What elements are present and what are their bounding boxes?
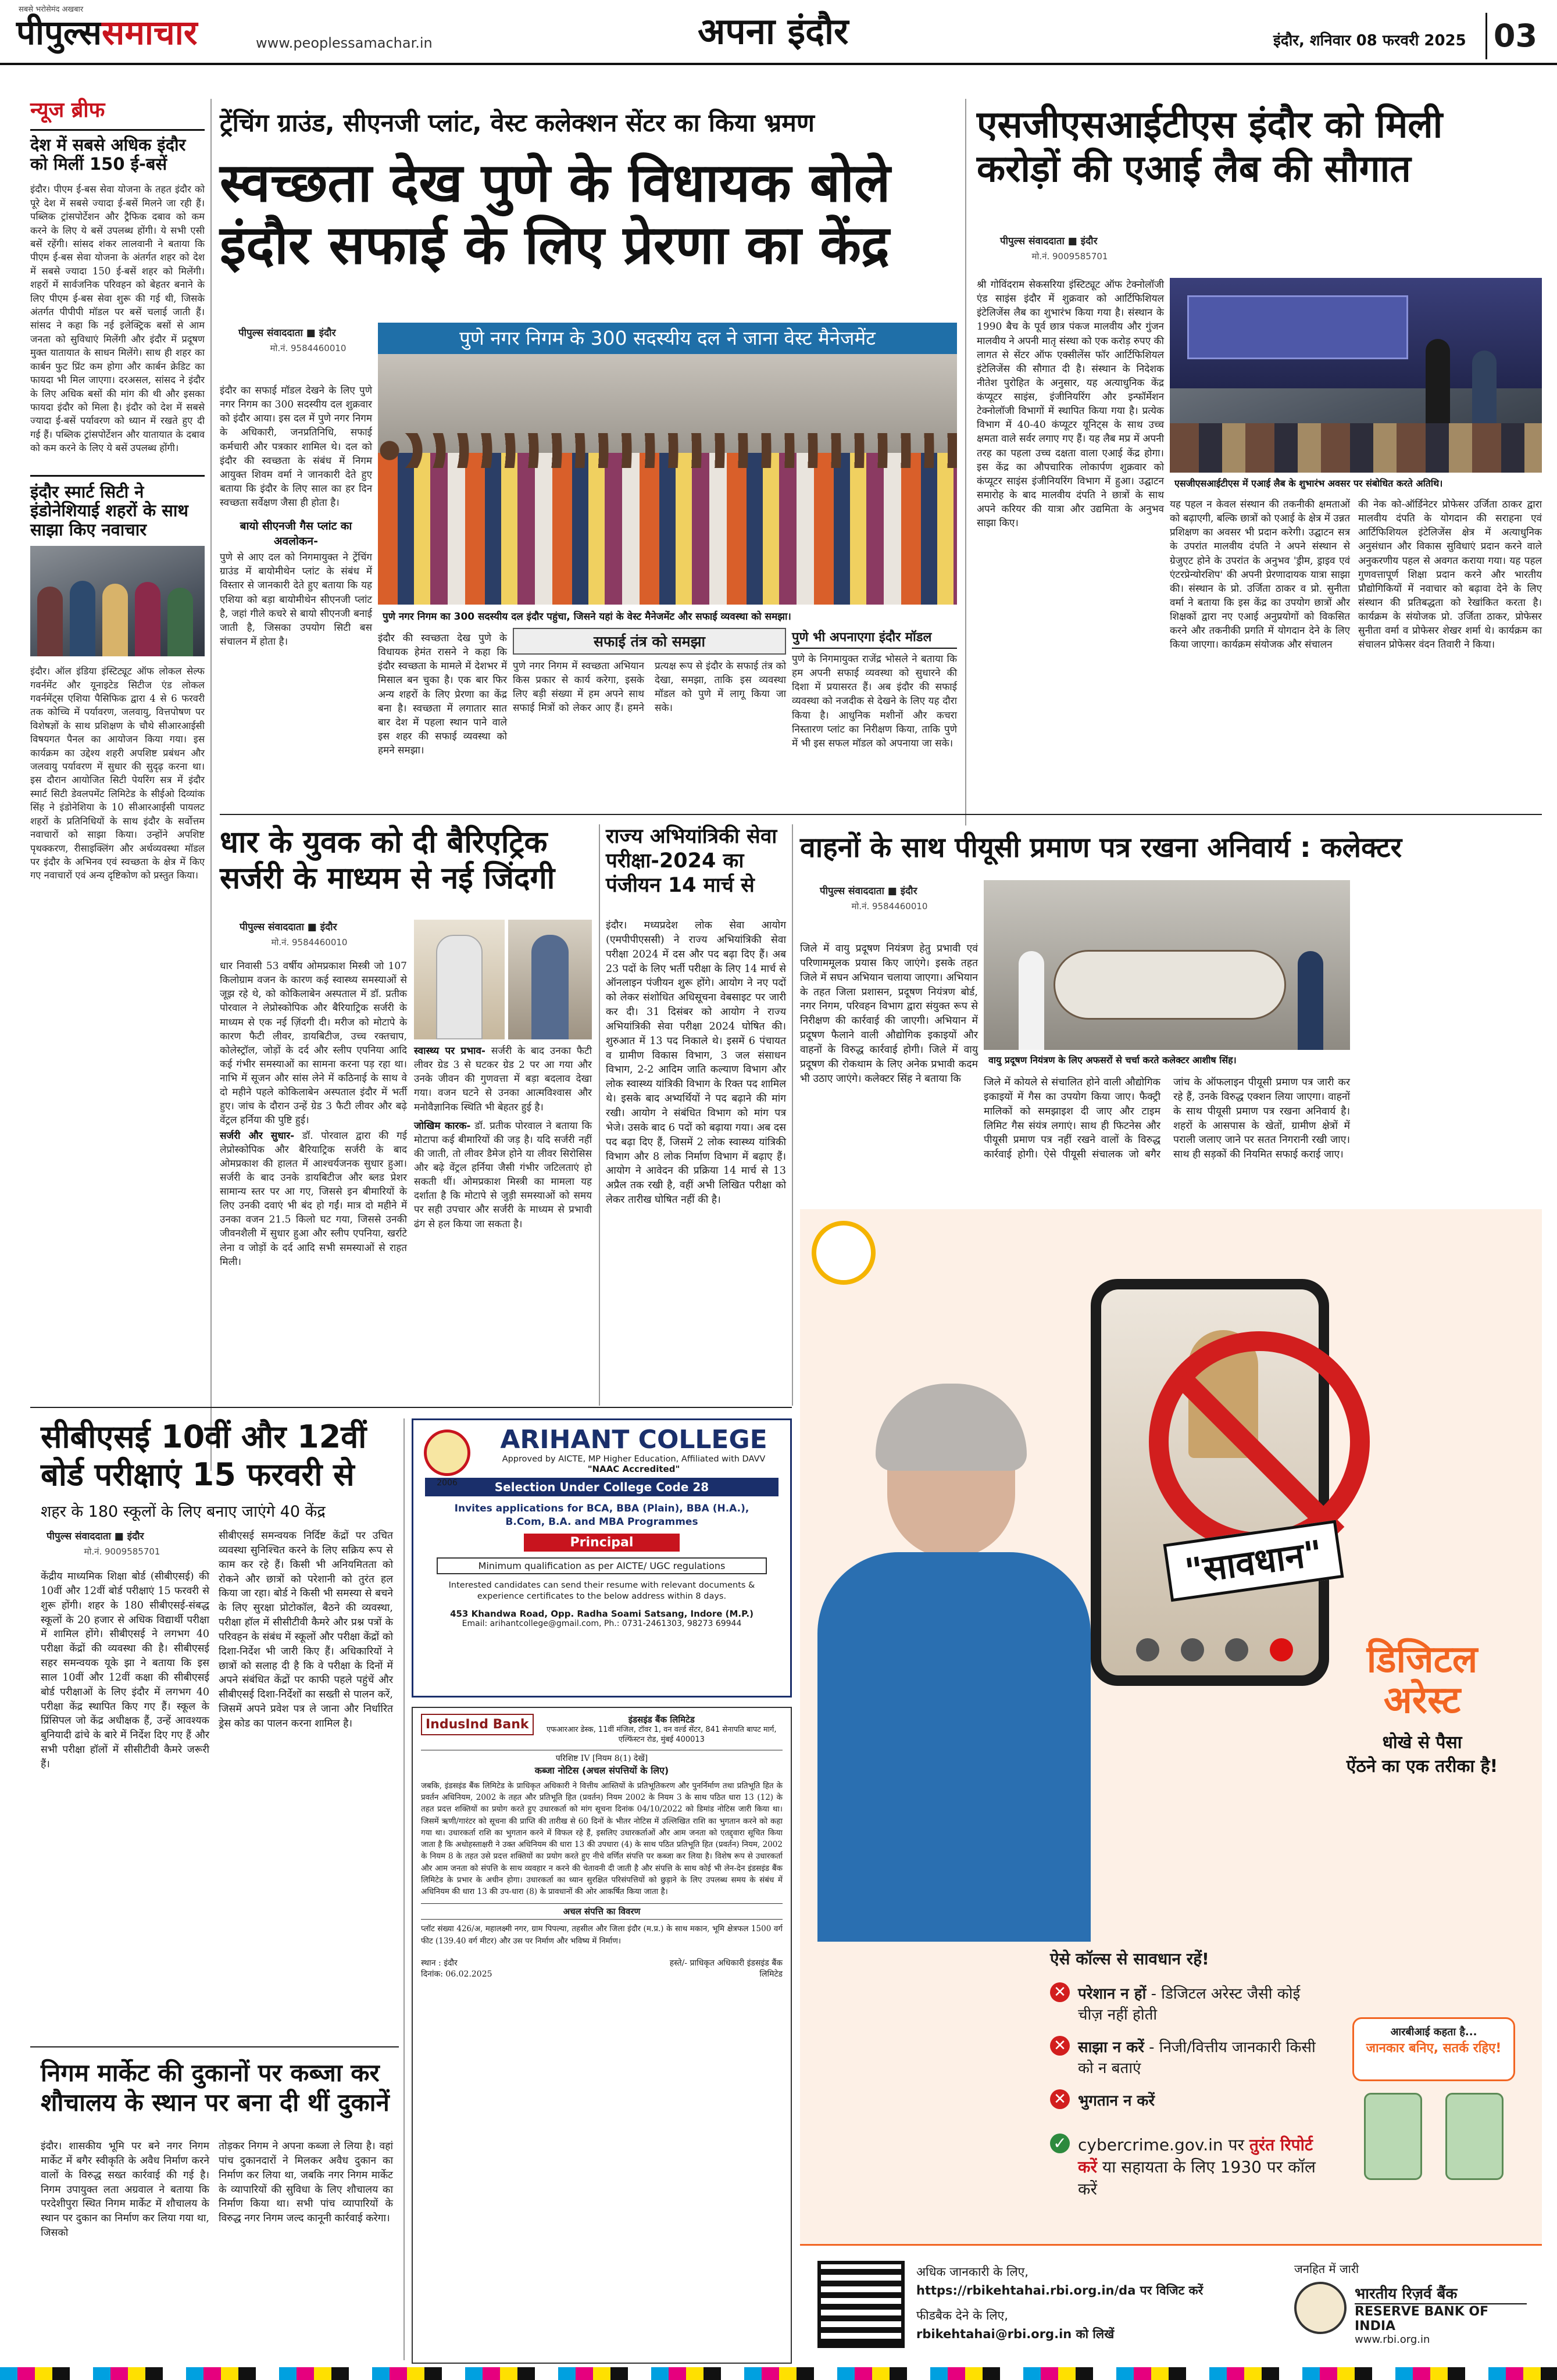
warning-2-bold: साझा न करें <box>1078 2039 1144 2056</box>
logo-left: पीपुल्स <box>16 13 102 52</box>
issuer-url[interactable]: www.rbi.org.in <box>1355 2333 1430 2346</box>
info-url[interactable]: https://rbikehtahai.rbi.org.in/da पर विजिट करें <box>916 2283 1204 2297</box>
lead-photo-banner: पुणे नगर निगम के 300 सदस्यीय दल ने जाना वेस्ट मैनेजमेंट <box>378 323 957 354</box>
logo <box>16 8 197 54</box>
warning-3-bold: भुगतान न करें <box>1078 2092 1155 2110</box>
cybercrime-report <box>1050 2134 1329 2200</box>
logo-tagline: सबसे भरोसेमंद अखबार <box>19 5 84 14</box>
rbi-title-2: अरेस्ट <box>1383 1679 1461 1723</box>
surgery-headline: धार के युवक को दी बैरिएट्रिक सर्जरी के माध्यम से नई जिंदगी <box>220 825 555 896</box>
issuer-en: RESERVE BANK OF INDIA <box>1355 2303 1527 2333</box>
cbse-headline: सीबीएसई 10वीं और 12वीं बोर्ड परीक्षाएं 15 फरवरी से <box>41 1418 367 1493</box>
cross-icon: ✕ <box>1050 1982 1070 2002</box>
report-rest: या सहायता के लिए 1930 पर कॉल करें <box>1078 2157 1316 2199</box>
surgery-sub-1: सर्जरी और सुधार- <box>220 1130 295 1142</box>
sgsits-body-3: की नेक को-ऑर्डिनेटर प्रोफेसर उर्जिता ठाकर द्वारा मालवीय दंपति के योगदान की सराहना एवं आर्टिफिशियल इंटेलिजेंस क्षेत्र में अत्याधुनिक अनुसंधान और विकास सुविधाएं प्रदान करने वाले अनुकरणीय पहल से अवगत कराया गया। यह पहल गुणवत्तापूर्ण शिक्षा प्रदान करने और भारतीय प्रौद्योगिकियों में नवाचार को बढ़ावा देने के लिए संस्थान की प्रतिबद्धता को रेखांकित करता है। कार्यक्रम के संयोजक प्रो. उर्जिता ठाकर, प्रोफेसर सुनीता वर्मा व प्रोफेसर शेखर शर्मा थे। कार्यक्रम का संचालन प्रोफेसर वंदन तिवारी ने किया। <box>1358 499 1542 651</box>
sgsits-body-1: श्री गोविंदराम सेकसरिया इंस्टिट्यूट ऑफ टेक्नोलॉजी एंड साइंस इंदौर में शुक्रवार को आर्टिफिशियल इंटेलिजेंस लैब का शुभारंभ किया गया है। संस्थान के 1990 बैच के पूर्व छात्र पंकज मालवीय और गुंजन मालवीय ने अपनी मातृ संस्था को एक करोड़ रुपए की लागत से सेंटर ऑफ एक्सीलेंस फॉर आर्टिफिशियल इंटेलिजेंस की सौगात दी है। संस्थान के निदेशक नीतेश पुरोहित के अनुसार, यह अत्याधुनिक केंद्र कंप्यूटर साइंस, इंजीनियरिंग और इन्फॉर्मेशन टेक्नोलॉजी विभागों में स्थापित किया गया है। प्रत्येक विभाग में 40-40 कंप्यूटर यूनिट्स के साथ उच्च क्षमता वाले सर्वर लगाए गए हैं। यह लैब मप्र में अपनी तरह का पहला उच्च दक्षता वाला एआई केंद्र होगा। इस केंद्र का औपचारिक लोकार्पण शुक्रवार को कंप्यूटर साइंस इंजीनियरिंग विभाग में हुआ। उद्घाटन समारोह के बाद मालवीय दंपति ने छात्रों के साथ अपने करियर की यात्रा और उद्यमिता के अनुभव साझा किए। <box>977 279 1164 530</box>
sgsits-byline <box>1000 234 1140 262</box>
mppsc-body: इंदौर। मध्यप्रदेश लोक सेवा आयोग (एमपीपीएससी) ने राज्य अभियांत्रिकी सेवा परीक्षा 2024 में दस और पद बढ़ा दिए हैं। अब 23 पदों के लिए भर्ती परीक्षा के लिए 14 मार्च से ऑनलाइन पंजीयन शुरू होंगे। आयोग ने नए पदों को लेकर संशोधित अधिसूचना वेबसाइट पर जारी कर दी। 31 दिसंबर को आयोग ने राज्य अभियांत्रिकी सेवा परीक्षा 2024 घोषित की। शुरुआत में 13 पद निकाले थे। इसमें 6 पंचायत व ग्रामीण विकास विभाग, 3 जल संसाधन विभाग, 2-2 आदिम जाति कल्याण विभाग और लोक स्वास्थ्य यांत्रिकी विभाग के रिक्त पद शामिल थे। इसके बाद अभ्यर्थियों ने पद बढ़ाने की मांग रखी। आयोग ने संबंधित विभाग को मांग पत्र भेजे। उसके बाद 6 पदों को बढ़ाया गया। अब दस पद बढ़ा दिए हैं, जिसमें 2 लोक स्वास्थ्य यांत्रिकी विभाग और 8 लोक निर्माण विभाग में बढ़ाए हैं। आयोग ने आवेदन की प्रक्रिया 14 मार्च से 13 अप्रैल तक रखी है, वहीं अभी लिखित परीक्षा को लेकर तारीख घोषित नहीं की है। <box>606 920 786 1206</box>
lead-sub-1: बायो सीएनजी गैस प्लांट का अवलोकन- <box>240 520 352 548</box>
surgery-body <box>220 959 407 1269</box>
issuer-hi: भारतीय रिज़र्व बैंक <box>1355 2285 1458 2303</box>
warning-2-rest: - निजी/वित्तीय जानकारी किसी को न बताएं <box>1078 2039 1316 2077</box>
arihant-qual: Minimum qualification as per AICTE/ UGC regulations <box>437 1557 767 1574</box>
sgsits-body-2: यह पहल न केवल संस्थान की तकनीकी क्षमताओं को बढ़ाएगी, बल्कि छात्रों को एआई के क्षेत्र में उन्नत प्रशिक्षण का अवसर भी प्रदान करेगी। उद्घाटन सत्र के उपरांत मालवीय दंपति ने अपने संस्थान से ग्रेजुएट होने के उपरांत के अनुभव 'ड्रीम, ड्राइव एवं एंटरप्रेन्योरशिप' की अपनी प्रेरणादायक यात्रा साझा की। संस्थान के प्रो. उर्जिता ठाकर व प्रो. सुनीता वर्मा ने बताया कि इस केंद्र का उपयोग छात्रों और शिक्षकों द्वारा नए एआई अनुप्रयोगों को विकसित करने और तकनीकी प्रगति में योगदान देने के लिए किया जाएगा। कार्यक्रम संयोजक और संचालन <box>1170 499 1350 651</box>
surgery-body-4: डॉ. प्रतीक पोरवाल ने बताया कि मोटापा कई बीमारियों की जड़ है। यदि सर्जरी नहीं की जाती, तो लीवर डैमेज होने या लीवर सिरोसिस और बढ़े वेंट्रल हर्निया जैसी गंभीर जटिलताएं हो सकती थीं। ओमप्रकाश मिस्त्री का मामला यह दर्शाता है कि मोटापे से जुड़ी समस्याओं को समय पर सही उपचार और सर्जरी के माध्यम से प्रभावी ढंग से हल किया जा सकता है। <box>414 1120 592 1230</box>
indusind-title: कब्जा नोटिस (अचल संपत्तियों के लिए) <box>534 1764 669 1776</box>
lead-byline-name: पीपुल्स संवाददाता ■ इंदौर <box>238 327 336 339</box>
rbi-emblem-icon <box>1294 2282 1347 2334</box>
cbse-mobile: मो.नं. 9009585701 <box>84 1546 160 1557</box>
brief-2-headline: इंदौर स्मार्ट सिटी ने इंडोनेशियाई शहरों के साथ साझा किए नवाचार <box>30 475 205 539</box>
mppsc-headline: राज्य अभियांत्रिकी सेवा परीक्षा-2024 का पंजीयन 14 मार्च से <box>606 825 777 897</box>
rbi-logo-icon <box>812 1221 876 1285</box>
surgery-photo-before <box>414 920 505 1039</box>
rbi-title <box>1317 1639 1527 1777</box>
brief-2-photo <box>30 546 205 656</box>
pune-model-title: पुणे भी अपनाएगा इंदौर मॉडल <box>792 628 957 649</box>
page-number: 03 <box>1485 13 1544 59</box>
woman-figure <box>800 1384 1102 1942</box>
arihant-estd: 2006 <box>437 1478 458 1488</box>
news-brief-column <box>30 99 205 882</box>
arihant-note: Interested candidates can send their resume with relevant documents & experience certificates to the below address within 8 days. <box>448 1580 755 1602</box>
nigam-body-1: इंदौर। शासकीय भूमि पर बने नगर निगम मार्केट में बगैर स्वीकृति के अवैध निर्माण करने वालों के विरुद्ध सख्त कार्रवाई की गई है। निगम उपायुक्त लता अग्रवाल ने बताया कि परदेशीपुरा स्थित निगम मार्केट में शौचालय के स्थान पर दुकान का निर्माण कर लिया गया था, जिसको <box>41 2140 209 2239</box>
cross-icon: ✕ <box>1050 2089 1070 2109</box>
puc-byline <box>820 884 959 912</box>
warning-3 <box>1050 2089 1329 2110</box>
puc-body-2 <box>984 1075 1350 1162</box>
cbse-byline-name: पीपुल्स संवाददाता ■ इंदौर <box>47 1531 144 1542</box>
indusind-prop-title: अचल संपत्ति का विवरण <box>421 1903 783 1920</box>
cbse-byline <box>47 1529 198 1557</box>
surgery-mobile: मो.नं. 9584460010 <box>271 937 348 948</box>
arihant-invites: Invites applications for BCA, BBA (Plain), BBA (H.A.), B.Com, B.A. and MBA Programmes <box>454 1503 749 1528</box>
indusind-date: दिनांक: 06.02.2025 <box>421 1969 492 1979</box>
rbi-tag-2: ऐंठने का एक तरीका है! <box>1346 1756 1498 1777</box>
report-bold: तुरंत रिपोर्ट करें <box>1078 2135 1313 2177</box>
call-buttons <box>1136 1638 1293 1664</box>
lead-body-1 <box>220 384 372 649</box>
brief-2-body: इंदौर। ऑल इंडिया इंस्टिट्यूट ऑफ लोकल सेल्फ गवर्नमेंट और यूनाइटेड सिटीज एंड लोकल गवर्नमेंट्स एशिया पैसिफिक द्वारा 4 से 6 फरवरी तक कोच्चि में पर्यावरण, जलवायु, वित्तपोषण पर विशेषज्ञों के साथ प्रशिक्षण के चौथे सीआरआईसी विषयगत पैनल का आयोजन किया गया। इस कार्यक्रम का उद्देश्य शहरी अपशिष्ट प्रबंधन और जलवायु पर्यावरण में सुधार की सुदृढ़ करना था। इस दौरान आयोजित सिटी पेयरिंग सत्र में इंदौर स्मार्ट सिटी डेवलपमेंट लिमिटेड के सीईओ दिव्यांक सिंह ने इंडोनेशिया के 10 सीआरआईसी पायलट शहरों के प्रतिनिधियों के साथ इंदौर के सर्वोत्तम नवाचारों को साझा किया। उन्होंने अपशिष्ट पृथक्करण, रीसाइक्लिंग और अर्थव्यवस्था मॉडल पर इंदौर के अभिनव एवं स्वच्छता के क्षेत्र में किए गए नवाचारों एवं अन्य दृष्टिकोण को प्रस्तुत किया। <box>30 666 205 881</box>
arihant-name: ARIHANT COLLEGE <box>500 1425 767 1455</box>
warning-2 <box>1050 2036 1329 2078</box>
check-icon: ✓ <box>1050 2134 1070 2153</box>
section-title: अपना इंदौर <box>698 10 849 52</box>
indusind-prop-body: प्लॉट संख्या 426/अ, महालक्ष्मी नगर, ग्राम पिपल्या, तहसील और जिला इंदौर (म.प्र.) के साथ मकान, भूमि क्षेत्रफल 1500 वर्ग फीट (139.40 वर्ग मीटर) और उस पर निर्माण और भविष्य में निर्माण। <box>421 1924 783 1946</box>
cbse-body-2: सीबीएसई समन्वयक निर्दिष्ट केंद्रों पर उचित व्यवस्था सुनिश्चित करने के लिए सक्रिय रूप से काम कर रहे हैं। किसी भी अनियमितता को रोकने और छात्रों को परेशानी को तुरंत हल किया जा रहा। बोर्ड ने किसी भी समस्या से बचने के लिए सुरक्षा प्रोटोकॉल, बैठने की व्यवस्था, परीक्षा हॉल में सीसीटीवी कैमरे और प्रश्न पत्रों के परिवहन के संबंध में स्कूलों और परीक्षा केंद्रों को दिशा-निर्देश भी जारी किए हैं। अधिकारियों ने छात्रों को सलाह दी है कि वे परीक्षा के दिनों में अपने संबंधित केंद्रों पर काफी पहले पहुंचें और सीबीएसई दिशा-निर्देशों का सख्ती से पालन करें, जिसमें अपने प्रवेश पत्र ले जाना और निर्धारित ड्रेस कोड का पालन करना शामिल है। <box>219 1530 393 1729</box>
divider <box>30 1407 792 1408</box>
brief-1-body: इंदौर। पीएम ई-बस सेवा योजना के तहत इंदौर को पूरे देश में सबसे ज्यादा ई-बसें मिलने जा रही हैं। पब्लिक ट्रांसपोर्टेशन और ट्रैफिक दबाव को कम करने के लिए ये बसें उपलब्ध होंगी। ये सभी एसी बसें रहेंगी। सांसद शंकर लालवानी ने बताया कि पीएम ई-बस सेवा योजना के अंतर्गत शहर को देश में सबसे ज्यादा 150 ई-बसें शहर को मिलेंगी। शहरों में सार्वजनिक परिवहन को बेहतर बनाने के लिए पीएम ई-बस सेवा शुरू की गई थी, जिसके अंतर्गत पीपीपी मॉडल पर बसें चलाई जाती हैं। सांसद ने कहा कि नई इलेक्ट्रिक बसों से आम जनता को सुविधाएं मिलेंगी और इंदौर में प्रदूषण मुक्त यातायात के साधन मिलेंगे। साथ ही शहर का कार्बन फुट प्रिंट कम होगा और कार्बन क्रेडिट का फायदा भी मिल जाएगा। दरअसल, सांसद ने इंदौर के लिए अधिक बसों की मांग की थी और इसका फायदा इंदौर को मिला है। इंदौर को देश में सबसे ज्यादा ई-बसें पर्यावरण को ध्यान में रखते हुए दी गई हैं। पब्लिक ट्रांसपोर्टेशन और यातायात के दबाव को कम करने के लिए ये बसें उपलब्ध होंगी। <box>30 184 205 454</box>
puc-body-1: जिले में वायु प्रदूषण नियंत्रण हेतु प्रभावी एवं परिणाममूलक प्रयास किए जाएंगे। इसके तहत जिले में सघन अभियान चलाया जाएगा। अभियान के तहत जिला प्रशासन, प्रदूषण नियंत्रण बोर्ड, नगर निगम, परिवहन विभाग द्वारा संयुक्त रूप से निरीक्षण की कार्रवाई की जाएगी। अभियान में प्रदूषण फैलाने वाली औद्योगिक इकाइयों और वाहनों के विरुद्ध कार्रवाई होगी। जिले में वायु प्रदूषण की रोकथाम के लिए अनेक प्रभावी कदम भी उठाए जाएंगे। कलेक्टर सिंह ने बताया कि <box>800 943 978 1085</box>
arihant-address: 453 Khandwa Road, Opp. Radha Soami Satsang, Indore (M.P.) <box>450 1609 753 1619</box>
surgery-body-cont <box>414 1044 592 1231</box>
arihant-post: Principal <box>524 1534 680 1552</box>
lead-photo-caption: पुणे नगर निगम का 300 सदस्यीय दल इंदौर पहुंचा, जिसने यहां के वेस्ट मैनेजमेंट और सफाई व्यवस्था को समझा। <box>378 607 957 625</box>
lead-kicker: ट्रेंचिंग ग्राउंड, सीएनजी प्लांट, वेस्ट कलेक्शन सेंटर का किया भ्रमण <box>220 109 815 138</box>
cybercrime-site[interactable]: cybercrime.gov.in पर <box>1078 2135 1244 2154</box>
indusind-notice <box>412 1707 792 2364</box>
brief-1-headline: देश में सबसे अधिक इंदौर को मिलीं 150 ई-बसें <box>30 129 205 173</box>
mascot-line-2: जानकार बनिए, सतर्क रहिए! <box>1366 2041 1502 2056</box>
issuer-label: जनहित में जारी <box>1294 2262 1359 2276</box>
arihant-naac: "NAAC Accredited" <box>587 1464 680 1474</box>
surgery-byline-name: पीपुल्स संवाददाता ■ इंदौर <box>240 921 337 933</box>
puc-headline: वाहनों के साथ पीयूसी प्रमाण पत्र रखना अनिवार्य : कलेक्टर <box>800 831 1402 864</box>
arihant-code: Selection Under College Code 28 <box>425 1478 779 1496</box>
rbi-title-1: डिजिटल <box>1366 1638 1478 1681</box>
surgery-body-1: धार निवासी 53 वर्षीय ओमप्रकाश मिस्त्री जो 107 किलोग्राम वजन के कारण कई स्वास्थ्य समस्याओं से जूझ रहे थे, को कोकिलाबेन अस्पताल में डॉ. प्रतीक पोरवाल ने लेप्रोस्कोपिक और बैरियाट्रिक सर्जरी के माध्यम से एक नई ज़िंदगी दी। मरीज को मोटापे के कारण फैटी लीवर, डायबिटीज, उच्च रक्तचाप, कोलेस्ट्रॉल, जोड़ों के दर्द और स्लीप एपनिया आदि कई गंभीर समस्याओं का सामना करना पड़ रहा था। नाभि में सूजन और सांस लेने में कठिनाई के साथ वे दो महीने पहले कोकिलाबेन अस्पताल इंदौर में भर्ती हुए। जांच के दौरान उन्हें ग्रेड 3 फैटी लीवर और बढ़े वेंट्रल हर्निया की पुष्टि हुई। <box>220 960 407 1127</box>
cbse-body-1: केंद्रीय माध्यमिक शिक्षा बोर्ड (सीबीएसई) की 10वीं और 12वीं बोर्ड परीक्षाएं 15 फरवरी से शुरू होंगी। शहर के 180 सीबीएसई-संबद्ध स्कूलों के 20 हजार से अधिक विद्यार्थी परीक्षा में शामिल होंगे। सीबीएसई ने लगभग 40 परीक्षा केंद्रों की व्यवस्था की है। सीबीएसई सहर समन्वयक यूके झा ने बताया कि इस साल 10वीं और 12वीं कक्षा की सीबीएसई बोर्ड परीक्षाओं के लिए इंदौर में लगभग 40 परीक्षा केंद्र स्थापित किए गए हैं। स्कूल के प्रिंसिपल जो केंद्र अधीक्षक हैं, उन्हें आवश्यक बुनियादी ढांचे के बारे में निर्देश दिए गए हैं और सभी परीक्षा हॉलों में सीसीटीवी कैमरे जरूरी हैं। <box>41 1571 209 1770</box>
lead-headline: स्वच्छता देख पुणे के विधायक बोले इंदौर सफाई के लिए प्रेरणा का केंद्र <box>220 152 891 276</box>
calls-title: ऐसे कॉल्स से सावधान रहें! <box>1050 1949 1209 1968</box>
arihant-ad <box>412 1418 792 1698</box>
indusind-logo: IndusInd Bank <box>421 1714 534 1735</box>
puc-mobile: मो.नं. 9584460010 <box>851 901 928 912</box>
rbi-warning-panel <box>1050 1947 1329 2200</box>
surgery-byline <box>240 920 379 948</box>
divider <box>792 824 793 1406</box>
cross-icon: ✕ <box>1050 2036 1070 2056</box>
puc-byline-name: पीपुल्स संवाददाता ■ इंदौर <box>820 885 917 897</box>
lead-mobile: मो.नं. 9584460010 <box>270 343 347 353</box>
sgsits-photo <box>1170 278 1542 473</box>
rbi-footer <box>800 2244 1542 2366</box>
dateline: इंदौर, शनिवार 08 फरवरी 2025 <box>1273 32 1466 49</box>
indusind-rule: परिशिष्ट IV [नियम 8(1) देखें] <box>421 1750 783 1764</box>
prohibited-icon <box>1149 1331 1370 1552</box>
indusind-place: स्थान : इंदौर <box>421 1958 458 1968</box>
safai-box <box>513 628 786 716</box>
surgery-photo-after <box>508 920 592 1039</box>
news-brief-tag: न्यूज ब्रीफ <box>30 98 105 122</box>
lead-body-1-text: इंदौर का सफाई मॉडल देखने के लिए पुणे नगर निगम का 300 सदस्यीय दल शुक्रवार को इंदौर आया। इस दल में पुणे नगर निगम के अधिकारी, जनप्रतिनिधि, सफाई कर्मचारी और पत्रकार शामिल थे। दल को इंदौर की स्वच्छता के संबंध में निगम आयुक्त शिवम वर्मा ने जानकारी देते हुए बताया कि इंदौर के लिए साल का हर दिन स्वच्छता सर्वेक्षण जैसा ही होता है। <box>220 385 372 509</box>
website-link[interactable]: www.peoplessamachar.in <box>256 35 433 51</box>
print-register-bar <box>0 2367 1557 2380</box>
nigam-body-2: तोड़कर निगम ने अपना कब्जा ले लिया है। वहां पांच दुकानदारों ने मिलकर अवैध दुकान का निर्माण कर लिया था, जबकि नगर निगम मार्केट के व्यापारियों की सुविधा के लिए शौचालय का निर्माण किया था। सभी पांच व्यापारियों के विरुद्ध नगर निगम जल्द कानूनी कार्रवाई करेगा। <box>219 2140 393 2225</box>
rbi-mascot <box>1341 2017 1527 2186</box>
sgsits-byline-name: पीपुल्स संवाददाता ■ इंदौर <box>1000 235 1098 247</box>
savdhan-label: "सावधान" <box>1163 1520 1344 1602</box>
arihant-logo-icon <box>424 1430 470 1476</box>
puc-photo-caption: वायु प्रदूषण नियंत्रण के लिए अफसरों से चर्चा करते कलेक्टर आशीष सिंह। <box>984 1051 1350 1069</box>
warning-1-rest: - डिजिटल अरेस्ट जैसी कोई चीज़ नहीं होती <box>1078 1985 1301 2024</box>
cbse-deck: शहर के 180 स्कूलों के लिए बनाए जाएंगे 40 केंद्र <box>41 1503 326 1521</box>
indusind-body: जबकि, इंडसइंड बैंक लिमिटेड के प्राधिकृत अधिकारी ने वित्तीय आस्तियों के प्रतिभूतिकरण और पुनर्निर्माण तथा प्रतिभूति हित के प्रवर्तन अधिनियम, 2002 के तहत और प्रतिभूति हित (प्रवर्तन) नियम 2002 के नियम 3 के साथ पठित धारा 13 (12) के तहत प्रदत्त शक्तियों का प्रयोग करते हुए उधारकर्ता को मांग सूचना दिनांक 04/10/2022 को डिमांड नोटिस जारी किया था। जिसमें ऋणी/गारंटर को सूचना की प्राप्ति की तारीख से 60 दिनों के भीतर नोटिस में उल्लिखित राशि का भुगतान करने को कहा गया था। उधारकर्ता राशि का भुगतान करने में विफल रहे हैं, इसलिए उधारकर्ताओं और आम जनता को एतद्द्वारा सूचित किया जाता है कि अधोहस्ताक्षरी ने उक्त अधिनियम की धारा 13 की उपधारा (4) के साथ पठित प्रतिभूति हित (प्रवर्तन) नियम, 2002 के नियम 8 के तहत उसे प्रदत्त शक्तियों का प्रयोग करते हुए नीचे वर्णित संपत्ति पर कब्जा कर लिया है। विशेष रूप से उधारकर्ता और आम जनता को संपत्ति के साथ व्यवहार न करने की चेतावनी दी जाती है और संपत्ति के साथ कोई भी लेन-देन इंडसइंड बैंक लिमिटेड के प्रभार के अधीन होगा। उधारकर्ता का ध्यान सुरक्षित परिसंपत्तियों को छुड़ाने के लिए उपलब्ध समय के संबंध में अधिनियम की धारा 13 की उप-धारा (8) के प्रावधानों की ओर आकर्षित किया जाता है। <box>421 1781 783 1897</box>
puc-photo <box>984 880 1350 1050</box>
warning-1 <box>1050 1982 1329 2024</box>
indusind-sign: हस्ते/- प्राधिकृत अधिकारी इंडसइंड बैंक लिमिटेड <box>669 1958 783 1979</box>
masthead <box>0 0 1557 65</box>
surgery-body-3: सर्जरी के बाद उनका फैटी लीवर ग्रेड 3 से घटकर ग्रेड 2 पर आ गया और उनके जीवन की गुणवत्ता में बड़ा बदलाव देखा गया। वजन घटने से उनका आत्मविश्वास और मनोवैज्ञानिक स्थिति भी बेहतर हुई है। <box>414 1045 592 1113</box>
surgery-body-2: डॉ. पोरवाल द्वारा की गई लेप्रोस्कोपिक और बैरियाट्रिक सर्जरी के बाद ओमप्रकाश की हालत में आश्चर्यजनक सुधार हुआ। सर्जरी के बाद उनके डायबिटीज और ब्लड प्रेशर सामान्य स्तर पर आ गए, जिससे इन बीमारियों के लिए उनकी दवाएं भी बंद हो गईं। मात्र दो महीने में उनका वजन 21.5 किलो घट गया, जिससे उनकी जीवनशैली में सुधार हुआ और स्लीप एपनिया, खर्राटे लेना व जोड़ों के दर्द आदि सभी समस्याओं से राहत मिली। <box>220 1130 407 1268</box>
surgery-sub-3: जोखिम कारक- <box>414 1120 471 1132</box>
lead-body-3: इंदौर की स्वच्छता देख पुणे के विधायक हेमंत रासने ने कहा कि इंदौर स्वच्छता के मामले में देशभर में मिसाल बन चुका है। एक बार फिर अन्य शहरों के लिए प्रेरणा का केंद्र बना है। स्वच्छता में लगातार सात बार देश में पहला स्थान पाने वाले इस शहर की सफाई व्यवस्था को हमने समझा। <box>378 632 507 756</box>
arihant-contact: Email: arihantcollege@gmail.com, Ph.: 0731-2461303, 98273 69944 <box>462 1619 742 1628</box>
arihant-approved: Approved by AICTE, MP Higher Education, Affiliated with DAVV <box>502 1455 766 1464</box>
divider <box>210 99 212 1471</box>
sgsits-headline: एसजीएसआईटीएस इंदौर को मिली करोड़ों की एआई लैब की सौगात <box>977 103 1443 191</box>
feedback-mail[interactable]: rbikehtahai@rbi.org.in को लिखें <box>916 2327 1115 2341</box>
safai-box-body: पुणे नगर निगम में स्वच्छता अभियान किस प्रकार से कार्य करेगा, इसके लिए बड़ी संख्या में हम अपने साथ सफाई मित्रों को लेकर आए हैं। हमने प्रत्यक्ष रूप से इंदौर के सफाई तंत्र को देखा, समझा, ताकि इस व्यवस्था मॉडल को पुणे में लागू किया जा सके। <box>513 660 786 714</box>
rbi-ad <box>800 1209 1542 2366</box>
warning-1-bold: परेशान न हों <box>1078 1985 1147 2003</box>
info-label: अधिक जानकारी के लिए, <box>916 2265 1029 2279</box>
divider <box>599 824 600 1406</box>
indusind-bank-hi: इंडसइंड बैंक लिमिटेड <box>628 1714 695 1725</box>
lead-photo <box>378 323 957 605</box>
divider <box>965 99 966 826</box>
pune-model-body: पुणे के निगमायुक्त राजेंद्र भोसले ने बताया कि हम अपनी सफाई व्यवस्था को सुधारने की दिशा में प्रयासरत हैं। अब इंदौर की सफाई व्यवस्था को नजदीक से देखने के लिए यह दौरा किया है। आधुनिक मशीनों और कचरा निस्तारण प्लांट का निरीक्षण किया, ताकि पुणे में भी इस सफल मॉडल को अपनाया जा सके। <box>792 653 957 749</box>
lead-byline <box>238 326 378 354</box>
divider <box>403 1418 405 2360</box>
indusind-office: एफआरआर डेस्क, 11वीं मंजिल, टॉवर 1, वन वर्ल्ड सेंटर, 841 सेनापति बापट मार्ग, एल्फिंस्टन रोड, मुंबई 400013 <box>547 1725 777 1744</box>
logo-right: समाचार <box>101 13 198 52</box>
surgery-sub-2: स्वास्थ्य पर प्रभाव- <box>414 1045 485 1057</box>
safai-box-title: सफाई तंत्र को समझा <box>513 628 786 655</box>
divider <box>30 2046 399 2047</box>
puc-body-2-text: जिले में कोयले से संचालित होने वाली औद्योगिक इकाइयों में गैस का उपयोग किया जाए। फैक्ट्री मालिकों को समझाइश दी जाए और टाइम लिमिट गैस संयंत्र लगाएं। साथ ही फिटनेस और पीयूसी प्रमाण पत्र नहीं रखने वालों के विरुद्ध कार्रवाई होगी। ऐसे पीयूसी संचालक जो बगैर जांच के ऑफलाइन पीयूसी प्रमाण पत्र जारी कर रहे हैं, उनके विरुद्ध एक्शन लिया जाएगा। वाहनों के साथ पीयूसी प्रमाण पत्र रखना अनिवार्य है। शहरों के आसपास के खेतों, ग्रामीण क्षेत्रों में पराली जलाए जाने पर सतत निगरानी रखी जाए। साथ ही सड़कों की नियमित सफाई कराई जाए। <box>984 1077 1350 1161</box>
mascot-line-1: आरबीआई कहता है... <box>1390 2026 1477 2038</box>
divider <box>220 814 1542 815</box>
feedback-label: फीडबैक देने के लिए, <box>916 2308 1008 2322</box>
sgsits-mobile: मो.नं. 9009585701 <box>1031 251 1108 262</box>
pune-model-box <box>792 628 957 751</box>
rbi-tag-1: धोखे से पैसा <box>1382 1732 1462 1753</box>
sgsits-photo-caption: एसजीएसआईटीएस में एआई लैब के शुभारंभ अवसर पर संबोधित करते अतिथि। <box>1170 474 1542 492</box>
qr-code[interactable] <box>817 2261 905 2348</box>
lead-body-2-text: पुणे से आए दल को निगमायुक्त ने ट्रेंचिंग ग्राउंड में बायोमीथेन प्लांट के संबंध में विस्तार से जानकारी देते हुए बताया कि यह एशिया को बड़ा बायोमीथेन सीएनजी प्लांट है, जहां गीले कचरे से बायो सीएनजी बनाई जाती है, जिसका उपयोग सिटी बस संचालन में होता है। <box>220 552 372 648</box>
nigam-headline: निगम मार्केट की दुकानों पर कब्जा कर शौचालय के स्थान पर बना दी थीं दुकानें <box>41 2059 390 2117</box>
